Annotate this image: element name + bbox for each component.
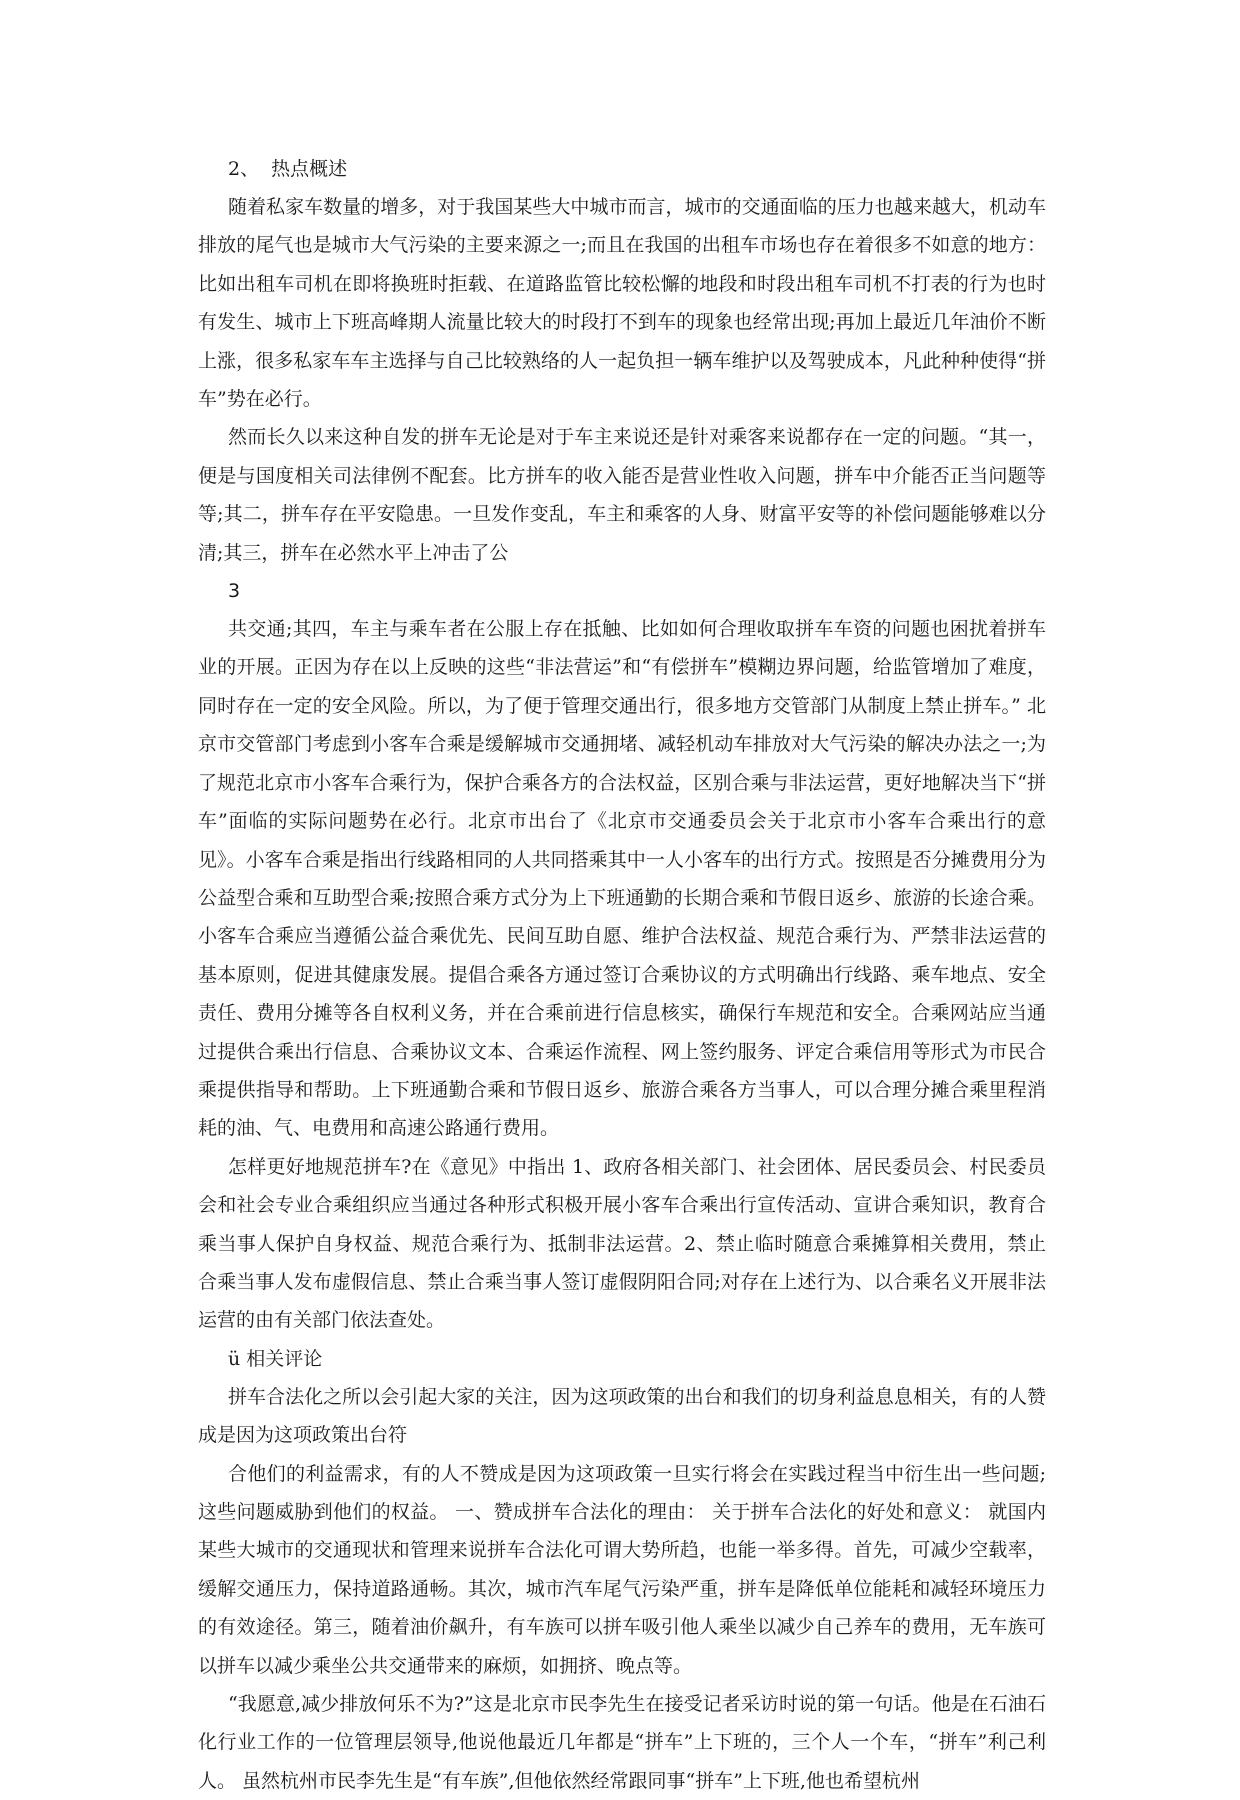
page-number: 3 [228,580,241,603]
body-paragraph: “我愿意,减少排放何乐不为?”这是北京市民李先生在接受记者采访时说的第一句话。他是在石油石化行业工作的一位管理层领导,他说他最近几年都是“拼车”上下班的，三个人一个车，“拼车”利己利人。 虽然杭州市民李先生是“有车族”,但他依然经常跟同事“拼车”上下班,他也希望杭州 [198,1693,1046,1792]
body-paragraph: 怎样更好地规范拼车?在《意见》中指出 1、政府各相关部门、社会团体、居民委员会、村民委员会和社会专业合乘组织应当通过各种形式积极开展小客车合乘出行宣传活动、宣讲合乘知识，教育合乘当事人保护自身权益、规范合乘行为、抵制非法运营。2、禁止临时随意合乘摊算相关费用，禁止合乘当事人发布虚假信息、禁止合乘当事人签订虚假阴阳合同;对存在上述行为、以合乘名义开展非法运营的由有关部门依法查处。 [198,1155,1046,1332]
section-heading: 2、 热点概述 [228,158,348,180]
body-paragraph: 合他们的利益需求，有的人不赞成是因为这项政策一旦实行将会在实践过程当中衍生出一些问题;这些问题威胁到他们的权益。 一、赞成拼车合法化的理由： 关于拼车合法化的好处和意义： 就国内某些大城市的交通现状和管理来说拼车合法化可谓大势所趋，也能一举多得。首先，可减少空载率，缓解交通压力，保持道路通畅。其次，城市汽车尾气污染严重，拼车是降低单位能耗和减轻环境压力的有效途径。第三，随着油价飙升，有车族可以拼车吸引他人乘坐以减少自己养车的费用，无车族可以拼车以减少乘坐公共交通带来的麻烦，如拥挤、晚点等。 [198,1462,1046,1677]
body-paragraph: 然而长久以来这种自发的拼车无论是对于车主来说还是针对乘客来说都存在一定的问题。“其一，便是与国度相关司法律例不配套。比方拼车的收入能否是营业性收入问题，拼车中介能否正当问题等等;其二，拼车存在平安隐患。一旦发作变乱，车主和乘客的人身、财富平安等的补偿问题能够难以分清;其三，拼车在必然水平上冲击了公 [198,426,1046,564]
subheading: ü 相关评论 [228,1347,323,1370]
body-paragraph: 共交通;其四，车主与乘车者在公服上存在抵触、比如如何合理收取拼车车资的问题也困扰着拼车业的开展。正因为存在以上反映的这些“非法营运”和“有偿拼车”模糊边界问题，给监管增加了难度，同时存在一定的安全风险。所以，为了便于管理交通出行，很多地方交管部门从制度上禁止拼车。” 北京市交管部门考虑到小客车合乘是缓解城市交通拥堵、减轻机动车排放对大气污染的解决办法之一;为了规范北京市小客车合乘行为，保护合乘各方的合法权益，区别合乘与非法运营，更好地解决当下“拼车”面临的实际问题势在必行。北京市出台了《北京市交通委员会关于北京市小客车合乘出行的意见》。小客车合乘是指出行线路相同的人共同搭乘其中一人小客车的出行方式。按照是否分摊费用分为公益型合乘和互助型合乘;按照合乘方式分为上下班通勤的长期合乘和节假日返乡、旅游的长途合乘。小客车合乘应当遵循公益合乘优先、民间互助自愿、维护合法权益、规范合乘行为、严禁非法运营的基本原则，促进其健康发展。提倡合乘各方通过签订合乘协议的方式明确出行线路、乘车地点、安全责任、费用分摊等各自权利义务，并在合乘前进行信息核实，确保行车规范和安全。合乘网站应当通过提供合乘出行信息、合乘协议文本、合乘运作流程、网上签约服务、评定合乘信用等形式为市民合乘提供指导和帮助。上下班通勤合乘和节假日返乡、旅游合乘各方当事人，可以合理分摊合乘里程消耗的油、气、电费用和高速公路通行费用。 [198,618,1046,1140]
body-paragraph: 拼车合法化之所以会引起大家的关注，因为这项政策的出台和我们的切身利益息息相关，有的人赞成是因为这项政策出台符 [198,1385,1046,1447]
body-paragraph: 随着私家车数量的增多，对于我国某些大中城市而言，城市的交通面临的压力也越来越大，机动车排放的尾气也是城市大气污染的主要来源之一;而且在我国的出租车市场也存在着很多不如意的地方：比如出租车司机在即将换班时拒载、在道路监管比较松懈的地段和时段出租车司机不打表的行为也时有发生、城市上下班高峰期人流量比较大的时段打不到车的现象也经常出现;再加上最近几年油价不断上涨，很多私家车车主选择与自己比较熟络的人一起负担一辆车维护以及驾驶成本，凡此种种使得“拼车”势在必行。 [198,196,1046,411]
document-page [198,150,1046,1800]
